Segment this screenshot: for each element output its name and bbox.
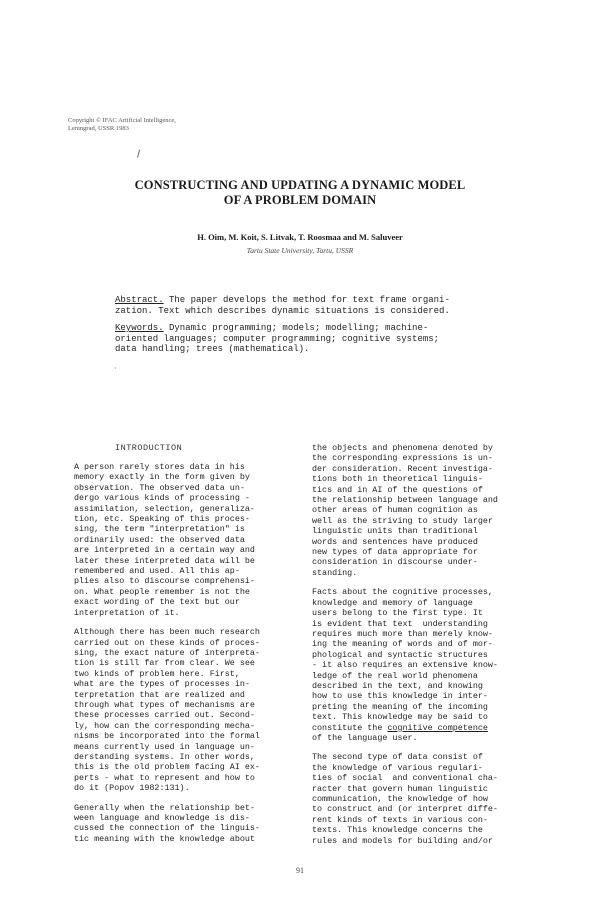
stray-mark [137,150,143,159]
abstract [115,295,495,316]
page-number: 91 [296,866,304,875]
keywords [115,323,515,355]
paragraph-text: of the language user. [312,732,418,743]
abstract-label: Abstract. [115,295,164,305]
copyright-line: Copyright © IFAC Artificial Intelligence, [68,117,176,124]
paragraph: the objects and phenomena denoted by the corresponding expressions is un- der consideration. Recent investiga- tions both in theoretical linguis- tics and in AI of the questions of the relationship between language and other areas of human cognition as well as the striving to study larger linguistic units than traditional words and sentences have produced new types of data appropriate for consideration in discourse under- standing. [312,443,498,578]
author-list: H. Oim, M. Koit, S. Litvak, T. Roosmaa and M. Saluveer [197,232,403,242]
title-line: CONSTRUCTING AND UPDATING A DYNAMIC MODEL [134,178,466,192]
paragraph: The second type of data consist of the knowledge of various regulari- ties of social and conventional cha- racter that govern human linguistic communication, the knowledge of how to construct and (or interpret diffe- rent kinds of texts in various con- texts. This knowledge concerns the rules and models for building and/or [312,752,498,846]
paragraph: Although there has been much research carried out on these kinds of proces- sing, the exact nature of interpreta- tion is still far from clear. We see two kinds of problem here. First, what are the types of processes in- terpretation that are realized and through what types of mechanisms are these processes carried out. Second- ly, how can the corresponding mecha- nisms be incorporated into the formal means currently used in language un- derstanding systems. In other words, this is the old problem facing AI ex- perts - what to represent and how to do it (Popov 1982:131). [74,627,260,794]
left-column [74,443,319,853]
paper-title [0,178,600,208]
paragraph-text: Facts about the cognitive processes, knowledge and memory of language users belong to the first type. It is evident that text understanding requires much more than merely know- ing the meaning of words and of mor- phological and syntactic structures - it also requires an extensive know- ledge of the real world phenomena described in the text, and knowing how to use this knowledge in inter- preting the meaning of the incoming text. This knowledge may be said to constitute the [312,587,498,733]
copyright-line: Leningrad, USSR 1983 [68,125,129,132]
paragraph [312,587,557,743]
keywords-text: Dynamic programming; models; modelling; machine- oriented languages; computer programming; cognitive systems; data handling; trees (mathematical). [115,323,440,354]
paragraph: A person rarely stores data in his memory exactly in the form given by observation. The observed data un- dergo various kinds of processing - assimilation, selection, generaliza- tion, etc. Speaking of this proces- sing, the term "interpretation" is ordinarily used: the observed data are interpreted in a certain way and later these interpreted data will be remembered and used. All this ap- plies also to discourse comprehensi- on. What people remember is not the exact wording of the text but our interpretation of it. [74,462,255,618]
keywords-label: Keywords. [115,323,164,333]
abstract-text: The paper develops the method for text frame organi- zation. Text which describes dynamic situations is considered. [115,295,450,316]
paragraph: Generally when the relationship bet- ween language and knowledge is dis- cussed the connection of the linguis- tic meaning with the knowledge about [74,802,260,844]
key-term: cognitive competence [387,722,488,733]
stray-mark: · [114,364,117,373]
title-line: OF A PROBLEM DOMAIN [223,193,377,207]
right-column [312,443,557,855]
copyright-notice [68,117,176,133]
section-heading: INTRODUCTION [115,443,183,453]
affiliation: Tartu State University, Tartu, USSR [246,246,354,255]
